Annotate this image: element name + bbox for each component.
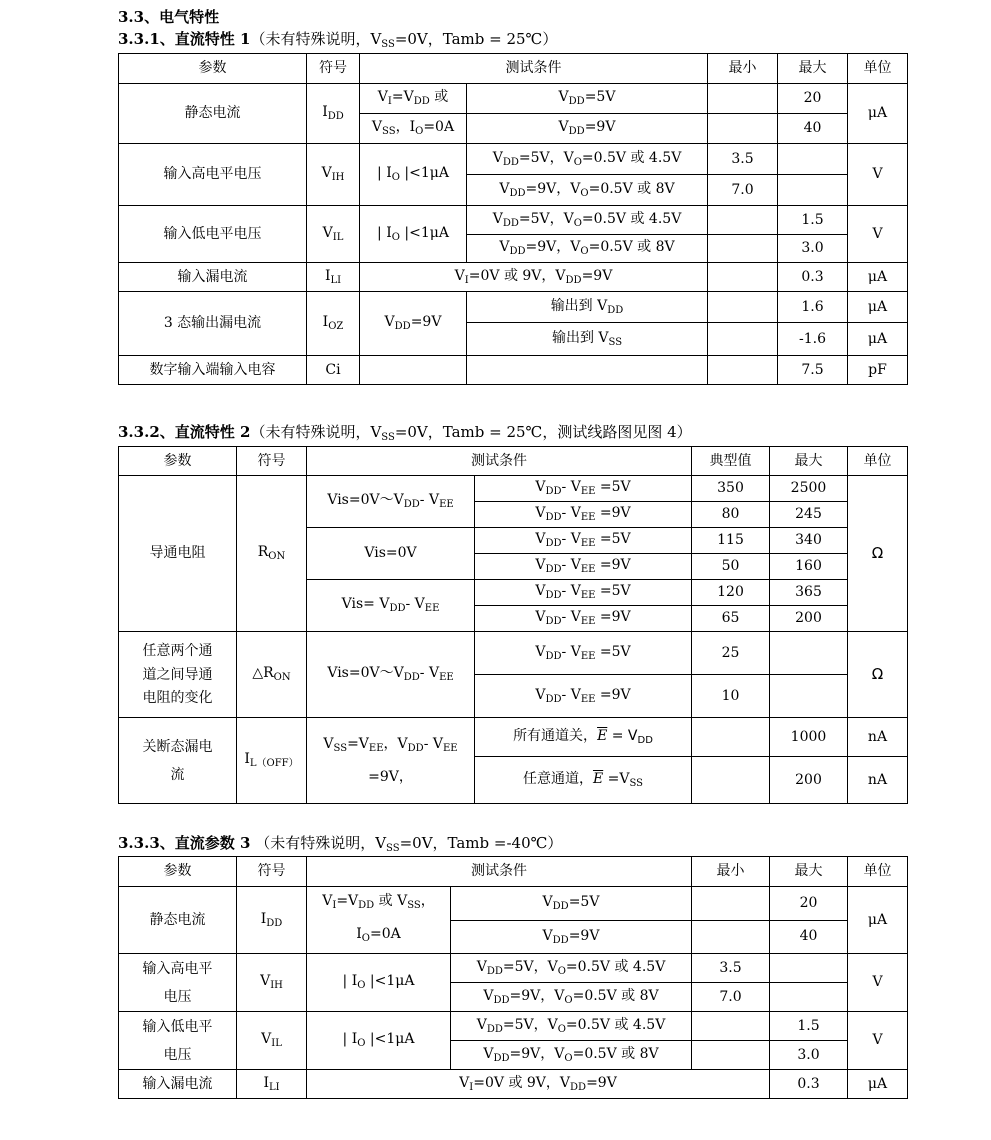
max-cell: 200 <box>770 757 848 804</box>
param-line-2: 流 <box>170 766 185 783</box>
condition-cell: $Vis= V_{DD}-$ $V_{EE}$ <box>307 580 475 632</box>
heading-sub: SS <box>381 39 395 50</box>
header-unit: 单位 <box>848 857 908 887</box>
header-max: 最大 <box>778 54 848 84</box>
min-cell <box>692 1012 770 1041</box>
param-cell: 静态电流 <box>119 84 307 144</box>
table-row <box>119 632 908 675</box>
min-cell <box>692 1041 770 1070</box>
header-param: 参数 <box>119 447 237 476</box>
param-line-1: 输入高电平 <box>142 960 213 977</box>
header-min: 最小 <box>692 857 770 887</box>
symbol-cell: $V_{IH}$ <box>307 144 360 206</box>
param-line-1: 输入低电平 <box>142 1018 213 1035</box>
condition-cell: 所有通道关，$\overline{E} = V_{DD}$ <box>475 718 692 757</box>
max-cell: 20 <box>778 84 848 114</box>
param-line-1: 任意两个通 <box>142 642 213 659</box>
max-cell: 3.0 <box>778 235 848 263</box>
unit-cell: μA <box>848 263 908 292</box>
condition-cell <box>360 356 467 385</box>
symbol-cell: $I_{LI}$ <box>237 1070 307 1099</box>
condition-cell: $V_{DD}=9V$，$V_O=0.5V$ 或 8V <box>451 983 692 1012</box>
condition-cell: | $I_O$ |<1μA <box>360 206 467 263</box>
max-cell: 40 <box>770 920 848 954</box>
condition-cell: | $I_O$ |<1μA <box>307 1012 451 1070</box>
param-cell: 输入高电平电压 <box>119 144 307 206</box>
min-cell <box>708 235 778 263</box>
param-line-2: 电压 <box>163 988 192 1005</box>
condition-cell: $V_{DD}=5V$ <box>451 887 692 921</box>
max-cell: 3.0 <box>770 1041 848 1070</box>
condition-cell: $V_I=0V$ 或 9V，$V_{DD}=9V$ <box>307 1070 770 1099</box>
max-cell: 0.3 <box>770 1070 848 1099</box>
heading-title: 直流参数 3 <box>174 834 251 852</box>
typical-cell: 115 <box>692 528 770 554</box>
unit-cell: V <box>848 206 908 263</box>
max-cell: 7.5 <box>778 356 848 385</box>
max-cell <box>770 632 848 675</box>
condition-cell: $Vis=0V\sim V_{DD}-$ $V_{EE}$ <box>307 476 475 528</box>
table3-heading <box>118 832 562 854</box>
param-cell: 输入漏电流 <box>119 1070 237 1099</box>
header-max: 最大 <box>770 857 848 887</box>
header-max: 最大 <box>770 447 848 476</box>
condition-cell: $V_{DD}=5V$，$V_O=0.5V$ 或 4.5V <box>451 1012 692 1041</box>
condition-cell: $V_{DD}-$ $V_{EE} =5V$ <box>475 528 692 554</box>
max-cell: 1.6 <box>778 292 848 323</box>
heading-number: 3.3.2、 <box>118 423 175 441</box>
condition-cell: $V_{DD}=9V$，$V_O=0.5V$ 或 8V <box>451 1041 692 1070</box>
unit-cell: V <box>848 954 908 1012</box>
param-cell <box>119 718 237 804</box>
symbol-cell: $I_{OZ}$ <box>307 292 360 356</box>
heading-title: 直流特性 1 <box>174 30 251 48</box>
header-row <box>119 54 908 84</box>
heading-number: 3.3.3、 <box>118 834 175 852</box>
unit-cell: Ω <box>848 476 908 632</box>
condition-cell: $V_{DD}-$ $V_{EE} =9V$ <box>475 675 692 718</box>
min-cell <box>708 206 778 235</box>
table-row <box>119 954 908 983</box>
condition-cell: | $I_O$ |<1μA <box>360 144 467 206</box>
param-line-2: 道之间导通 <box>142 666 213 683</box>
table2-heading <box>118 421 692 443</box>
min-cell <box>708 263 778 292</box>
table-row <box>119 84 908 114</box>
heading-title: 直流特性 2 <box>174 423 251 441</box>
condition-cell: $V_{DD}-$ $V_{EE} =9V$ <box>475 502 692 528</box>
header-row <box>119 447 908 476</box>
max-cell: 40 <box>778 114 848 144</box>
typical-cell <box>692 757 770 804</box>
symbol-cell: $V_{IL}$ <box>307 206 360 263</box>
header-param: 参数 <box>119 54 307 84</box>
unit-cell: V <box>848 144 908 206</box>
min-cell: 3.5 <box>692 954 770 983</box>
header-unit: 单位 <box>848 54 908 84</box>
condition-cell <box>467 356 708 385</box>
unit-cell: μA <box>848 292 908 323</box>
typical-cell: 80 <box>692 502 770 528</box>
symbol-cell: $I_{LI}$ <box>307 263 360 292</box>
typical-cell <box>692 718 770 757</box>
condition-cell: $V_{DD}-$ $V_{EE} =5V$ <box>475 580 692 606</box>
condition-cell: $V_{DD}=9V$ <box>360 292 467 356</box>
condition-cell: $V_I=V_{DD}$ 或 $V_{SS}$， $I_O=0A$ <box>307 887 451 954</box>
symbol-cell: $I_{DD}$ <box>307 84 360 144</box>
typical-cell: 65 <box>692 606 770 632</box>
param-cell: 导通电阻 <box>119 476 237 632</box>
symbol-cell: Ci <box>307 356 360 385</box>
dc-parameters-3-table <box>118 856 908 1099</box>
typical-cell: 350 <box>692 476 770 502</box>
max-cell <box>778 175 848 206</box>
heading-sub: SS <box>381 432 395 443</box>
header-symbol: 符号 <box>237 857 307 887</box>
param-cell: 3 态输出漏电流 <box>119 292 307 356</box>
min-cell <box>708 323 778 356</box>
heading-note-2: =0V，Tamb =-40℃） <box>399 834 563 852</box>
condition-cell: $V_{DD}=5V$，$V_O=0.5V$ 或 4.5V <box>451 954 692 983</box>
header-row <box>119 857 908 887</box>
table1-heading <box>118 28 557 50</box>
symbol-cell: $R_{ON}$ <box>237 476 307 632</box>
unit-cell: pF <box>848 356 908 385</box>
header-param: 参数 <box>119 857 237 887</box>
condition-cell: $V_{DD}=9V$，$V_O=0.5V$ 或 8V <box>467 235 708 263</box>
max-cell <box>770 983 848 1012</box>
min-cell: 3.5 <box>708 144 778 175</box>
heading-sub: SS <box>386 843 400 854</box>
header-condition: 测试条件 <box>307 857 692 887</box>
table-row <box>119 887 908 921</box>
param-cell <box>119 632 237 718</box>
param-line-2: 电压 <box>163 1046 192 1063</box>
header-symbol: 符号 <box>237 447 307 476</box>
dc-characteristics-1-table <box>118 53 908 385</box>
max-cell: 200 <box>770 606 848 632</box>
table-row <box>119 1012 908 1041</box>
typical-cell: 10 <box>692 675 770 718</box>
unit-cell: μA <box>848 887 908 954</box>
symbol-cell: $\triangle R_{ON}$ <box>237 632 307 718</box>
min-cell <box>708 114 778 144</box>
heading-note: （未有特殊说明，V <box>250 30 382 48</box>
symbol-cell: $V_{IL}$ <box>237 1012 307 1070</box>
max-cell: 365 <box>770 580 848 606</box>
table-row <box>119 206 908 235</box>
condition-cell: $V_{DD}=9V$ <box>467 114 708 144</box>
max-cell: 0.3 <box>778 263 848 292</box>
unit-cell: nA <box>848 718 908 757</box>
section-heading <box>118 6 219 27</box>
min-cell: 7.0 <box>708 175 778 206</box>
condition-cell: $V_I=V_{DD}$ 或 <box>360 84 467 114</box>
max-cell: 340 <box>770 528 848 554</box>
heading-note-2: =0V，Tamb = 25℃） <box>394 30 558 48</box>
condition-cell: $V_{DD}=9V$，$V_O=0.5V$ 或 8V <box>467 175 708 206</box>
condition-cell: $V_{DD}=9V$ <box>451 920 692 954</box>
min-cell <box>708 84 778 114</box>
heading-note: （未有特殊说明，V <box>250 834 387 852</box>
max-cell: 1.5 <box>770 1012 848 1041</box>
section-number: 3.3、 <box>118 8 160 26</box>
min-cell <box>708 292 778 323</box>
param-line-3: 电阻的变化 <box>142 689 213 706</box>
param-cell: 输入低电平电压 <box>119 206 307 263</box>
table-row <box>119 356 908 385</box>
condition-cell: $V_{SS}$，$I_O=0A$ <box>360 114 467 144</box>
condition-cell: $V_{SS}=V_{EE}$，$V_{DD}-$ $V_{EE}$ =9V， <box>307 718 475 804</box>
condition-cell: $V_{DD}=5V$，$V_O=0.5V$ 或 4.5V <box>467 206 708 235</box>
max-cell: 160 <box>770 554 848 580</box>
unit-cell: nA <box>848 757 908 804</box>
condition-line-2: =9V， <box>368 769 413 785</box>
heading-note: （未有特殊说明，V <box>250 423 382 441</box>
condition-cell: $V_I=0V$ 或 9V，$V_{DD}=9V$ <box>360 263 708 292</box>
header-unit: 单位 <box>848 447 908 476</box>
condition-cell: | $I_O$ |<1μA <box>307 954 451 1012</box>
condition-cell: $V_{DD}-$ $V_{EE} =9V$ <box>475 606 692 632</box>
header-typical: 典型值 <box>692 447 770 476</box>
heading-number: 3.3.1、 <box>118 30 175 48</box>
typical-cell: 25 <box>692 632 770 675</box>
condition-cell: Vis=0V <box>307 528 475 580</box>
max-cell: -1.6 <box>778 323 848 356</box>
unit-cell: μA <box>848 84 908 144</box>
max-cell <box>770 675 848 718</box>
param-cell: 静态电流 <box>119 887 237 954</box>
param-cell <box>119 1012 237 1070</box>
condition-cell: $V_{DD}=5V$ <box>467 84 708 114</box>
max-cell <box>778 144 848 175</box>
table-row <box>119 718 908 757</box>
unit-cell: μA <box>848 1070 908 1099</box>
min-cell <box>708 356 778 385</box>
section-title: 电气特性 <box>159 8 220 26</box>
symbol-cell: $V_{IH}$ <box>237 954 307 1012</box>
max-cell: 1000 <box>770 718 848 757</box>
condition-cell: 输出到 $V_{DD}$ <box>467 292 708 323</box>
condition-cell: 任意通道，$\overline{E} =V_{SS}$ <box>475 757 692 804</box>
header-condition: 测试条件 <box>360 54 708 84</box>
max-cell: 2500 <box>770 476 848 502</box>
unit-cell: μA <box>848 323 908 356</box>
condition-cell: $V_{DD}-$ $V_{EE} =5V$ <box>475 632 692 675</box>
unit-cell: Ω <box>848 632 908 718</box>
min-cell <box>692 920 770 954</box>
header-symbol: 符号 <box>307 54 360 84</box>
param-line-1: 关断态漏电 <box>142 738 213 755</box>
condition-cell: $Vis=0V\sim V_{DD}-$ $V_{EE}$ <box>307 632 475 718</box>
table-row <box>119 1070 908 1099</box>
condition-cell: $V_{DD}-$ $V_{EE} =5V$ <box>475 476 692 502</box>
min-cell <box>692 887 770 921</box>
table-row <box>119 144 908 175</box>
param-cell: 数字输入端输入电容 <box>119 356 307 385</box>
symbol-cell: $I_{L(OFF)}$ <box>237 718 307 804</box>
min-cell: 7.0 <box>692 983 770 1012</box>
max-cell: 20 <box>770 887 848 921</box>
param-cell <box>119 954 237 1012</box>
max-cell <box>770 954 848 983</box>
condition-cell: $V_{DD}=5V$，$V_O=0.5V$ 或 4.5V <box>467 144 708 175</box>
max-cell: 1.5 <box>778 206 848 235</box>
param-cell: 输入漏电流 <box>119 263 307 292</box>
header-condition: 测试条件 <box>307 447 692 476</box>
symbol-cell: $I_{DD}$ <box>237 887 307 954</box>
typical-cell: 50 <box>692 554 770 580</box>
table-row <box>119 263 908 292</box>
heading-note-2: =0V，Tamb = 25℃，测试线路图见图 4） <box>394 423 692 441</box>
unit-cell: V <box>848 1012 908 1070</box>
dc-characteristics-2-table <box>118 446 908 804</box>
condition-cell: $V_{DD}-$ $V_{EE} =9V$ <box>475 554 692 580</box>
table-row <box>119 292 908 323</box>
typical-cell: 120 <box>692 580 770 606</box>
max-cell: 245 <box>770 502 848 528</box>
table-row <box>119 476 908 502</box>
condition-cell: 输出到 $V_{SS}$ <box>467 323 708 356</box>
header-min: 最小 <box>708 54 778 84</box>
